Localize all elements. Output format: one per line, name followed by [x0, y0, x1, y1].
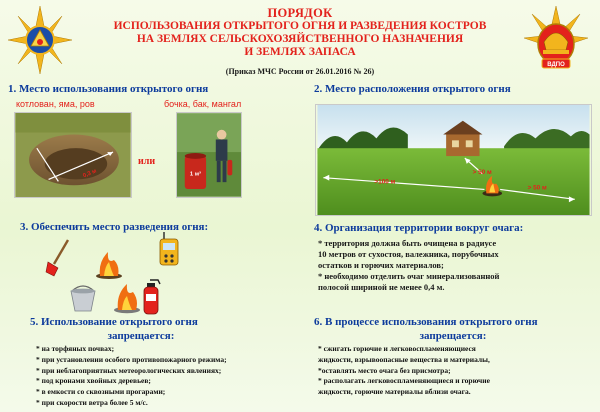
distance-100-label: >100 м	[374, 178, 396, 186]
section5-list	[36, 344, 298, 409]
section6-list	[318, 344, 596, 398]
list-item: * при скорости ветра более 5 м/с.	[36, 397, 148, 407]
section1-caption-left: котлован, яма, ров	[16, 99, 95, 109]
list-item: * при установлении особого противопожарного режима;	[36, 354, 227, 364]
pit-dimension-label: 0,3 м	[82, 168, 98, 180]
list-item: жидкости, горючие материалы вблизи очага.	[318, 387, 471, 397]
section5-title: 5. Использование открытого огня	[30, 316, 198, 328]
section6-subtitle: запрещается:	[419, 330, 487, 342]
pit-photo	[14, 112, 132, 198]
or-label: или	[138, 156, 156, 167]
list-item: * на торфяных почвах;	[36, 344, 115, 353]
subtitle-line-1: ИСПОЛЬЗОВАНИЯ ОТКРЫТОГО ОГНЯ И РАЗВЕДЕНИЯ КОСТРОВ	[113, 20, 487, 32]
list-item: * в емкости со сквозными прогарами;	[36, 387, 166, 397]
section4-line: * территория должна быть очищена в радиусе	[318, 238, 497, 248]
section4-list	[318, 238, 594, 293]
campfire-stones-icon	[112, 278, 142, 314]
barrel-volume-label: 1 м³	[189, 171, 201, 178]
mchs-emblem-icon	[6, 4, 74, 76]
section4-line: * необходимо отделить очаг минерализованной	[318, 271, 500, 281]
list-item: жидкости, взрывоопасные вещества и материалы,	[318, 354, 490, 364]
list-item: *оставлять место очага без присмотра;	[318, 365, 451, 375]
subtitle-line-3: И ЗЕМЛЯХ ЗАПАСА	[244, 46, 356, 58]
section4-title: 4. Организация территории вокруг очага:	[314, 222, 524, 234]
fire-extinguisher-icon	[140, 276, 164, 316]
vdpo-emblem-text: ВДПО	[547, 62, 565, 68]
vdpo-emblem-icon	[522, 4, 590, 76]
bucket-icon	[68, 283, 98, 313]
section2-title: 2. Место расположения открытого огня	[314, 83, 511, 95]
poster-title: ПОРЯДОК	[267, 6, 333, 20]
list-item: * располагать легковоспламеняющиеся и горючие	[318, 376, 490, 386]
barrel-photo	[176, 112, 242, 198]
field-photo	[315, 104, 592, 216]
list-item: * при неблагоприятных метеорологических явлениях;	[36, 365, 222, 375]
section1-caption-right: бочка, бак, мангал	[164, 99, 242, 109]
list-item: * под кронами хвойных деревьев;	[36, 376, 151, 386]
section3-title: 3. Обеспечить место разведения огня:	[20, 221, 209, 233]
shovel-icon	[44, 238, 74, 278]
section4-line: 10 метров от сухостоя, валежника, порубочных	[318, 249, 499, 259]
distance-50-forest-label: > 50 м	[527, 184, 547, 192]
subtitle-line-2: НА ЗЕМЛЯХ СЕЛЬСКОХОЗЯЙСТВЕННОГО НАЗНАЧЕНИЯ	[136, 33, 464, 45]
section4-line: полосой шириной не менее 0,4 м.	[318, 282, 445, 292]
poster-subtitle	[80, 20, 520, 59]
distance-50-cabin-label: > 50 м	[472, 168, 492, 176]
section5-subtitle: запрещается:	[107, 330, 175, 342]
section6-title: 6. В процессе использования открытого огня	[314, 316, 538, 328]
campfire-icon	[94, 246, 124, 280]
order-reference: (Приказ МЧС России от 26.01.2016 № 26)	[225, 67, 375, 76]
section1-title: 1. Место использования открытого огня	[8, 83, 209, 95]
radio-icon	[158, 232, 180, 266]
list-item: * сжигать горючие и легковоспламеняющиеся	[318, 344, 476, 353]
section4-line: остатков и горючих материалов;	[318, 260, 444, 270]
